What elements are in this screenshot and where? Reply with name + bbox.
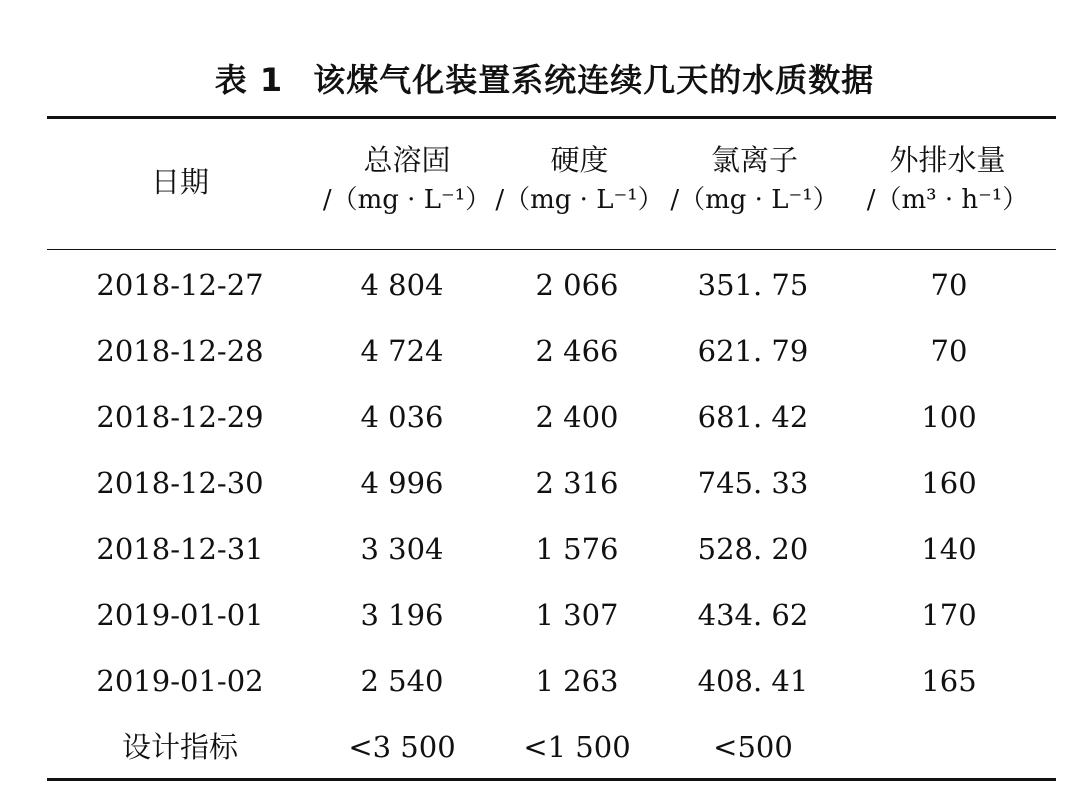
tds-cell: 4 036 bbox=[360, 400, 444, 434]
date-cell: 2018-12-31 bbox=[96, 532, 264, 566]
tds-cell: 3 196 bbox=[360, 598, 444, 632]
chloride-limit-cell: <500 bbox=[713, 730, 793, 764]
header-total-dissolved-solids bbox=[307, 140, 507, 220]
date-cell: 2018-12-30 bbox=[96, 466, 264, 500]
table-row bbox=[47, 582, 1056, 648]
tds-limit-cell: <3 500 bbox=[348, 730, 456, 764]
header-chloride bbox=[662, 140, 847, 220]
chloride-cell: 528. 20 bbox=[697, 532, 809, 566]
chloride-cell: 408. 41 bbox=[697, 664, 809, 698]
discharge-cell: 140 bbox=[921, 532, 977, 566]
chloride-cell: 434. 62 bbox=[697, 598, 809, 632]
discharge-cell: 165 bbox=[921, 664, 977, 698]
tds-cell: 4 724 bbox=[360, 334, 444, 368]
header-discharge-unit: /（m³ · h⁻¹） bbox=[866, 185, 1029, 215]
header-discharge bbox=[855, 140, 1040, 220]
hardness-cell: 1 307 bbox=[535, 598, 619, 632]
discharge-cell: 70 bbox=[930, 334, 968, 368]
header-tds-unit: /（mg · L⁻¹） bbox=[322, 185, 492, 215]
table-number: 表 1 bbox=[214, 61, 284, 99]
tds-cell: 4 996 bbox=[360, 466, 444, 500]
tds-cell: 2 540 bbox=[360, 664, 444, 698]
header-chloride-name: 氯离子 bbox=[710, 143, 798, 177]
discharge-cell: 160 bbox=[921, 466, 977, 500]
table-title: 该煤气化装置系统连续几天的水质数据 bbox=[313, 61, 875, 99]
discharge-cell: 170 bbox=[921, 598, 977, 632]
table-row bbox=[47, 516, 1056, 582]
table-top-rule bbox=[47, 116, 1056, 119]
date-cell: 2019-01-01 bbox=[96, 598, 264, 632]
hardness-cell: 2 066 bbox=[535, 268, 619, 302]
header-hardness bbox=[487, 140, 672, 220]
table-bottom-rule bbox=[47, 778, 1056, 781]
chloride-cell: 745. 33 bbox=[697, 466, 809, 500]
header-discharge-name: 外排水量 bbox=[889, 143, 1006, 177]
chloride-cell: 621. 79 bbox=[697, 334, 809, 368]
date-cell: 2018-12-28 bbox=[96, 334, 264, 368]
chloride-cell: 351. 75 bbox=[697, 268, 809, 302]
header-hardness-name: 硬度 bbox=[550, 143, 609, 177]
table-row bbox=[47, 252, 1056, 318]
table-row bbox=[47, 648, 1056, 714]
header-date: 日期 bbox=[150, 165, 209, 199]
table-row bbox=[47, 450, 1056, 516]
table-header-rule bbox=[47, 249, 1056, 250]
header-chloride-unit: /（mg · L⁻¹） bbox=[670, 185, 839, 215]
hardness-cell: 2 466 bbox=[535, 334, 619, 368]
hardness-cell: 2 400 bbox=[535, 400, 619, 434]
discharge-cell: 70 bbox=[930, 268, 968, 302]
hardness-limit-cell: <1 500 bbox=[523, 730, 631, 764]
hardness-cell: 1 263 bbox=[535, 664, 619, 698]
discharge-cell: 100 bbox=[921, 400, 977, 434]
table-caption bbox=[0, 58, 1089, 102]
chloride-cell: 681. 42 bbox=[697, 400, 809, 434]
discharge-limit-cell bbox=[859, 714, 1039, 780]
header-tds-name: 总溶固 bbox=[363, 143, 451, 177]
table-row bbox=[47, 384, 1056, 450]
date-cell: 2018-12-29 bbox=[96, 400, 264, 434]
date-cell: 2018-12-27 bbox=[96, 268, 264, 302]
hardness-cell: 2 316 bbox=[535, 466, 619, 500]
hardness-cell: 1 576 bbox=[535, 532, 619, 566]
design-spec-label: 设计指标 bbox=[121, 730, 238, 764]
table-row bbox=[47, 318, 1056, 384]
tds-cell: 3 304 bbox=[360, 532, 444, 566]
table-row-design-spec bbox=[47, 714, 1056, 780]
date-cell: 2019-01-02 bbox=[96, 664, 264, 698]
header-hardness-unit: /（mg · L⁻¹） bbox=[495, 185, 664, 215]
tds-cell: 4 804 bbox=[360, 268, 444, 302]
